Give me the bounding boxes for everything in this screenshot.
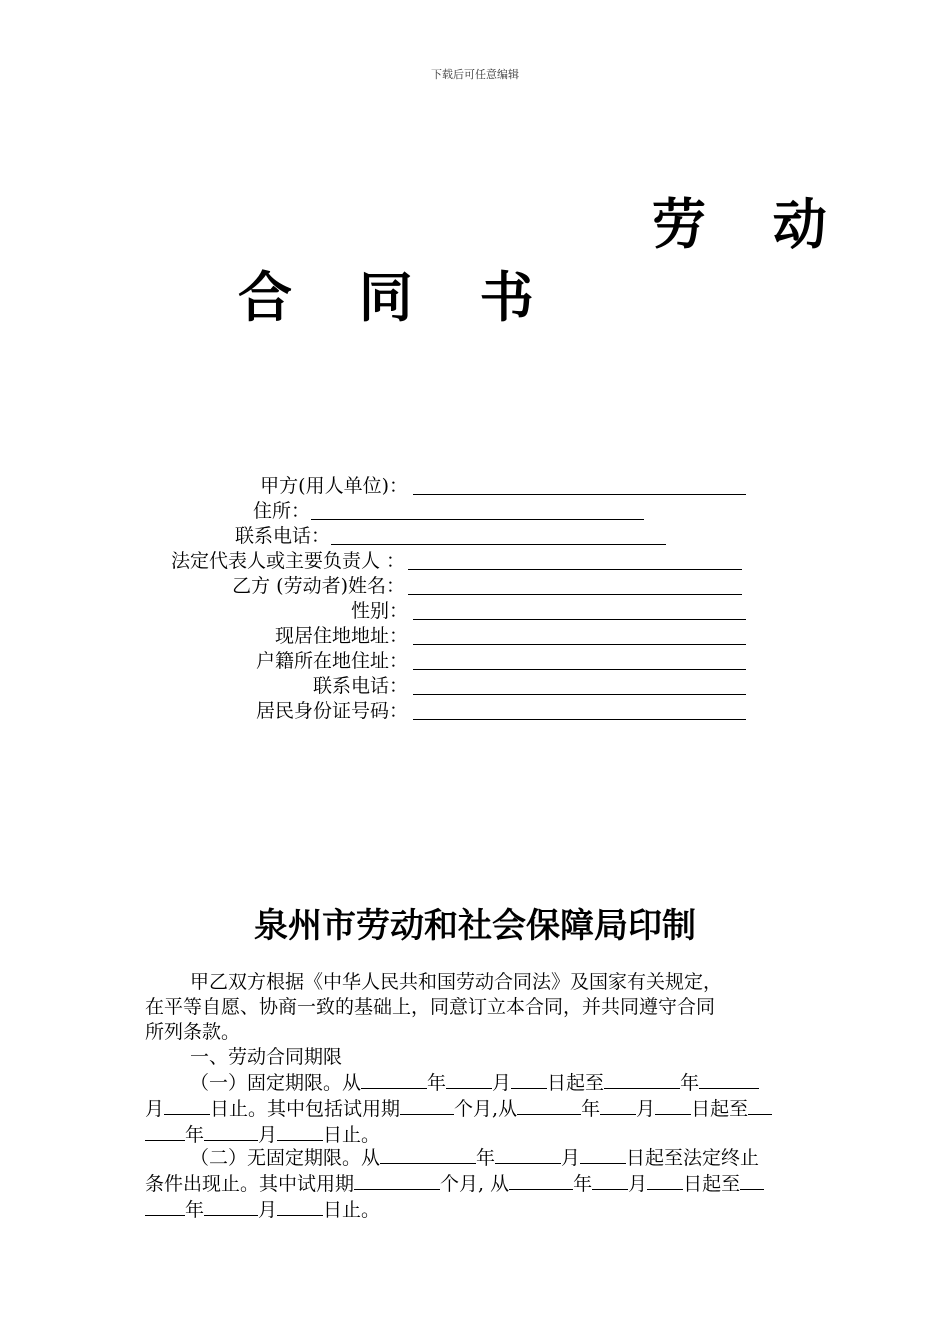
months-from-label: 个月,从 (454, 1098, 518, 1120)
document-title-line1: 劳 动 (652, 193, 851, 256)
year-label: 年 (185, 1199, 205, 1221)
day-to-label: 日起至 (547, 1072, 605, 1094)
month-label: 月 (628, 1173, 648, 1195)
year-label: 年 (476, 1147, 496, 1169)
party-a-input-line[interactable] (413, 494, 746, 495)
month-label: 月 (636, 1098, 656, 1120)
fixed-term-line-2 (145, 1096, 807, 1122)
field-label: 联系电话： (312, 675, 408, 697)
blank-field[interactable] (655, 1096, 691, 1115)
until-legal-label: 日起至法定终止 (626, 1147, 760, 1169)
header-note: 下载后可任意编辑 (431, 68, 519, 81)
field-household-address (0, 649, 950, 673)
day-to-label: 日起至 (691, 1098, 749, 1120)
year-label: 年 (680, 1072, 700, 1094)
legal-rep-input-line[interactable] (408, 569, 742, 570)
intro-paragraph (145, 970, 807, 1070)
field-phone-b (0, 674, 950, 698)
month-label: 月 (258, 1124, 278, 1146)
field-party-b-name (0, 574, 950, 598)
probation-label: 其中包括试用期 (267, 1098, 401, 1120)
blank-field[interactable] (592, 1171, 628, 1190)
field-label: 乙方 (劳动者)姓名： (232, 575, 405, 597)
blank-field[interactable] (580, 1145, 626, 1164)
fixed-term-clause (145, 1070, 807, 1148)
blank-field[interactable] (748, 1096, 772, 1115)
open-term-line-1 (145, 1145, 807, 1171)
month-label: 月 (492, 1072, 512, 1094)
blank-field[interactable] (145, 1122, 185, 1141)
blank-field[interactable] (204, 1197, 258, 1216)
fixed-term-prefix: （一）固定期限。从 (190, 1072, 362, 1094)
field-label: 户籍所在地住址： (255, 650, 408, 672)
field-label: 甲方(用人单位)： (260, 475, 408, 497)
blank-field[interactable] (600, 1096, 636, 1115)
publisher: 泉州市劳动和社会保障局印制 (254, 906, 696, 946)
intro-line-2: 在平等自愿、协商一致的基础上，同意订立本合同，并共同遵守合同 (145, 996, 716, 1018)
blank-field[interactable] (446, 1070, 492, 1089)
year-label: 年 (573, 1173, 593, 1195)
document-title-line2: 合 同 书 (238, 266, 558, 329)
field-label: 住所： (252, 500, 310, 522)
blank-field[interactable] (277, 1122, 323, 1141)
month-label: 月 (561, 1147, 581, 1169)
field-id-number (0, 699, 950, 723)
phone-a-input-line[interactable] (331, 544, 666, 545)
field-label: 法定代表人或主要负责人 ： (170, 550, 405, 572)
blank-field[interactable] (400, 1096, 454, 1115)
intro-line-3: 所列条款。 (145, 1021, 241, 1043)
end-label: 日止。 (323, 1124, 381, 1146)
months-from-label: 个月, 从 (440, 1173, 510, 1195)
id-number-input-line[interactable] (413, 719, 746, 720)
field-current-address (0, 624, 950, 648)
household-address-input-line[interactable] (413, 669, 746, 670)
month-label: 月 (145, 1098, 165, 1120)
blank-field[interactable] (145, 1197, 185, 1216)
open-term-prefix: （二）无固定期限。从 (190, 1147, 381, 1169)
section-heading: 一、劳动合同期限 (190, 1046, 343, 1068)
blank-field[interactable] (354, 1171, 440, 1190)
gender-input-line[interactable] (413, 619, 746, 620)
blank-field[interactable] (604, 1070, 680, 1089)
blank-field[interactable] (164, 1096, 210, 1115)
phone-b-input-line[interactable] (413, 694, 746, 695)
blank-field[interactable] (740, 1171, 764, 1190)
open-term-line-2 (145, 1171, 807, 1197)
day-to-label: 日起至 (683, 1173, 741, 1195)
field-label: 性别： (350, 600, 408, 622)
field-label: 现居住地地址： (274, 625, 408, 647)
field-legal-rep (0, 549, 950, 573)
blank-field[interactable] (647, 1171, 683, 1190)
current-address-input-line[interactable] (413, 644, 746, 645)
end-label: 日止。 (323, 1199, 381, 1221)
intro-line-1: 甲乙双方根据《中华人民共和国劳动合同法》及国家有关规定， (190, 971, 723, 993)
party-b-name-input-line[interactable] (408, 594, 742, 595)
blank-field[interactable] (517, 1096, 581, 1115)
blank-field[interactable] (511, 1070, 547, 1089)
blank-field[interactable] (495, 1145, 561, 1164)
field-phone-a (0, 524, 950, 548)
year-label: 年 (427, 1072, 447, 1094)
blank-field[interactable] (509, 1171, 573, 1190)
year-label: 年 (185, 1124, 205, 1146)
field-label: 居民身份证号码： (255, 700, 408, 722)
field-party-a (0, 474, 950, 498)
blank-field[interactable] (277, 1197, 323, 1216)
address-input-line[interactable] (311, 519, 644, 520)
month-label: 月 (258, 1199, 278, 1221)
end-label: 日止。 (210, 1098, 268, 1120)
year-label: 年 (581, 1098, 601, 1120)
blank-field[interactable] (699, 1070, 759, 1089)
blank-field[interactable] (380, 1145, 476, 1164)
field-address (0, 499, 950, 523)
field-label: 联系电话： (234, 525, 330, 547)
open-term-line-3 (145, 1197, 807, 1223)
blank-field[interactable] (361, 1070, 427, 1089)
open-term-line2-text: 条件出现止。其中试用期 (145, 1173, 355, 1195)
fixed-term-line-1 (145, 1070, 807, 1096)
field-gender (0, 599, 950, 623)
blank-field[interactable] (204, 1122, 258, 1141)
open-term-clause (145, 1145, 807, 1223)
